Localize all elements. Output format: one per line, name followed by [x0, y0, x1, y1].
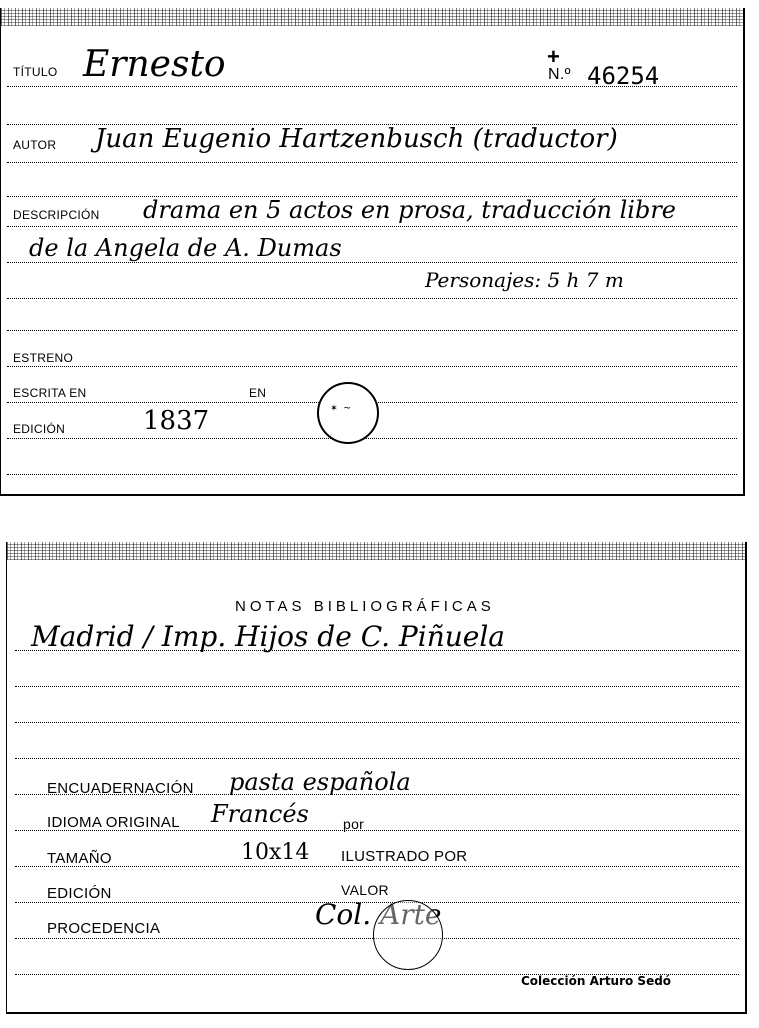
rule-line [7, 262, 737, 263]
tamano-value: 10x14 [241, 840, 310, 865]
catalog-card-front [0, 8, 745, 496]
encuadernacion-value: pasta española [229, 768, 411, 796]
ilustrado-label: ILUSTRADO POR [341, 848, 468, 865]
titulo-value: Ernesto [83, 44, 226, 85]
numero-value: 46254 [587, 62, 660, 90]
rule-line [15, 866, 739, 867]
tamano-label: TAMAÑO [47, 850, 112, 867]
descripcion-label: DESCRIPCIÓN [13, 208, 100, 222]
valor-label: VALOR [341, 882, 389, 898]
rule-line [7, 366, 737, 367]
edicion-label: EDICIÓN [13, 422, 66, 436]
torn-edge-texture [1, 8, 743, 26]
personajes-note: Personajes: 5 h 7 m [425, 268, 624, 292]
por-label: por [343, 816, 365, 832]
cross-mark-icon: + [547, 44, 560, 69]
edicion-back-label: EDICIÓN [47, 885, 112, 902]
descripcion-line2: de la Angela de A. Dumas [29, 234, 342, 262]
notas-title: NOTAS BIBLIOGRÁFICAS [235, 598, 495, 615]
rule-line [7, 474, 737, 475]
numero-label: N.º [548, 66, 571, 83]
rule-line [15, 686, 739, 687]
rule-line [7, 226, 737, 227]
rule-line [7, 438, 737, 439]
autor-value: Juan Eugenio Hartzenbusch (traductor) [95, 124, 618, 154]
escrita-en-label: ESCRITA EN [13, 386, 87, 400]
rule-line [7, 162, 737, 163]
encuadernacion-label: ENCUADERNACIÓN [47, 780, 194, 797]
estreno-label: ESTRENO [13, 351, 74, 365]
collection-footer: Colección Arturo Sedó [521, 974, 672, 988]
autor-label: AUTOR [13, 138, 57, 152]
rule-line [7, 330, 737, 331]
torn-edge-texture [7, 542, 745, 560]
procedencia-label: PROCEDENCIA [47, 920, 161, 937]
titulo-label: TÍTULO [13, 65, 58, 79]
en-label: EN [249, 386, 267, 400]
rule-line [15, 650, 739, 651]
rule-line [15, 722, 739, 723]
descripcion-line1: drama en 5 actos en prosa, traducción libre [143, 196, 677, 224]
rule-line [7, 298, 737, 299]
ink-stamp [373, 900, 443, 970]
idioma-label: IDIOMA ORIGINAL [47, 814, 180, 831]
notas-value: Madrid / Imp. Hijos de C. Piñuela [31, 620, 506, 653]
idioma-value: Francés [211, 800, 309, 828]
procedencia-value: Col. Arte [315, 898, 442, 931]
edicion-value: 1837 [143, 406, 210, 436]
ink-stamp: ✶ ~ [317, 382, 379, 444]
catalog-card-back [6, 542, 747, 1014]
rule-line [15, 758, 739, 759]
